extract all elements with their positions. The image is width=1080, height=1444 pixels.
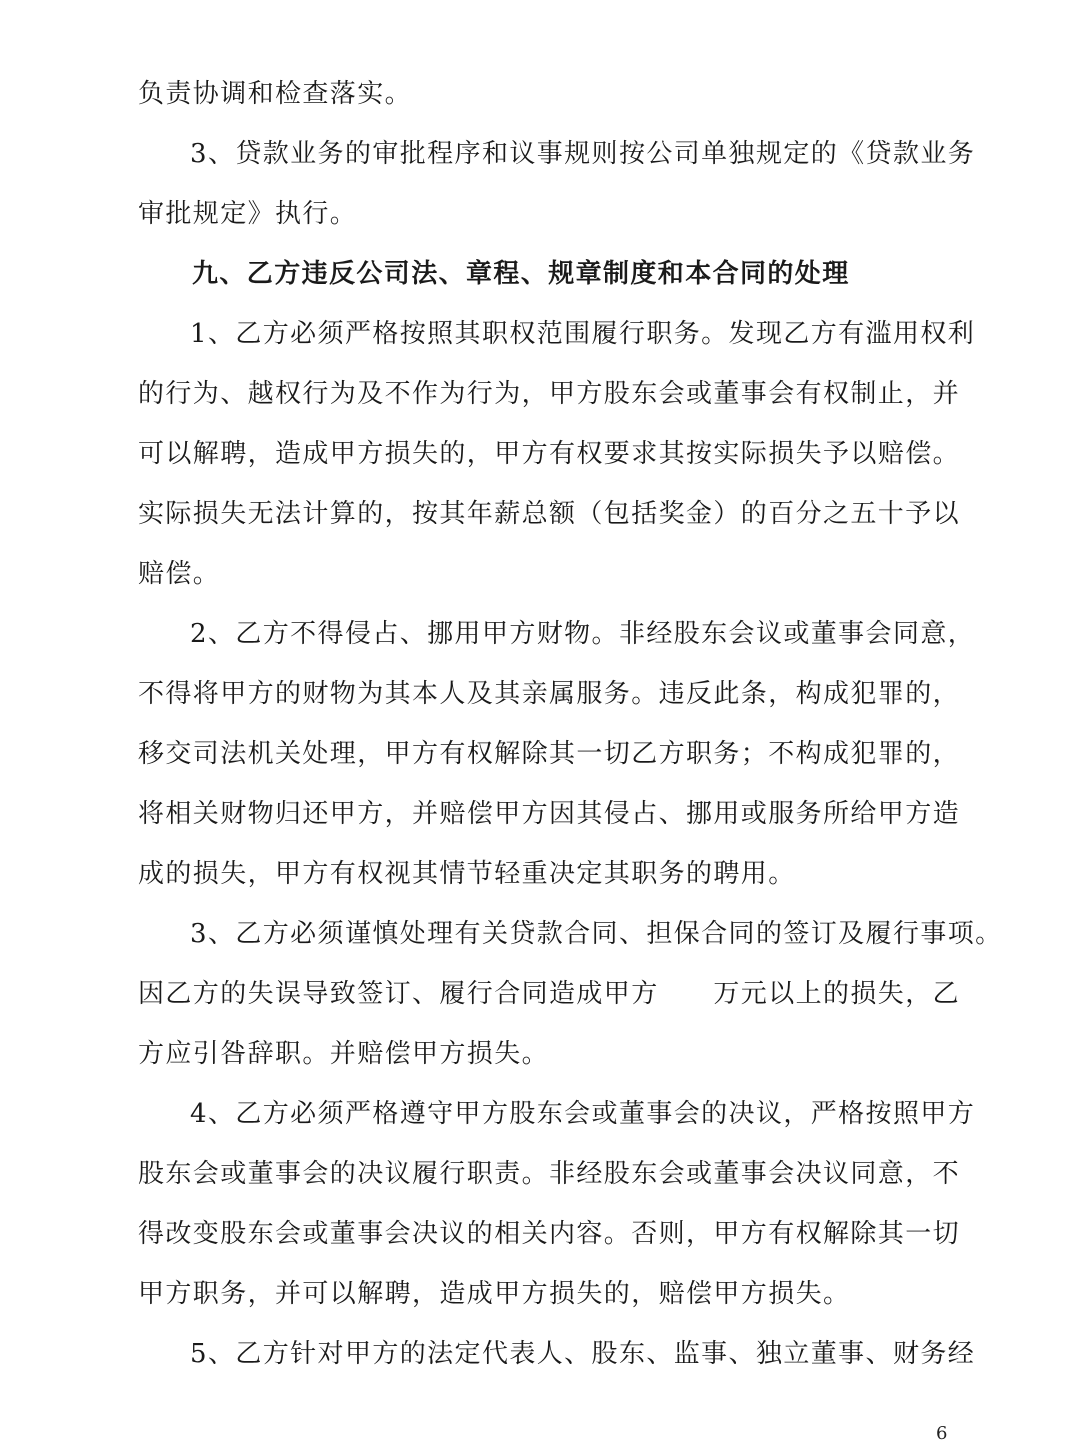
text-line: 审批规定》执行。 [138, 199, 358, 229]
section-heading: 九、乙方违反公司法、章程、规章制度和本合同的处理 [192, 259, 850, 289]
text-line: 的行为、越权行为及不作为行为，甲方股东会或董事会有权制止，并 [138, 379, 961, 409]
text-line: 因乙方的失误导致签订、履行合同造成甲方 万元以上的损失，乙 [138, 979, 961, 1009]
text-line: 3、乙方必须谨慎处理有关贷款合同、担保合同的签订及履行事项。 [190, 919, 1003, 949]
text-line: 负责协调和检查落实。 [138, 79, 413, 109]
text-line: 成的损失，甲方有权视其情节轻重决定其职务的聘用。 [138, 859, 796, 889]
text-line: 方应引咎辞职。并赔偿甲方损失。 [138, 1039, 550, 1069]
text-line: 实际损失无法计算的，按其年薪总额（包括奖金）的百分之五十予以 [138, 499, 961, 529]
text-line: 3、贷款业务的审批程序和议事规则按公司单独规定的《贷款业务 [190, 139, 976, 169]
text-line: 4、乙方必须严格遵守甲方股东会或董事会的决议，严格按照甲方 [190, 1099, 976, 1129]
text-line: 可以解聘，造成甲方损失的，甲方有权要求其按实际损失予以赔偿。 [138, 439, 961, 469]
text-line: 不得将甲方的财物为其本人及其亲属服务。违反此条，构成犯罪的， [138, 679, 961, 709]
text-line: 移交司法机关处理，甲方有权解除其一切乙方职务；不构成犯罪的， [138, 739, 961, 769]
text-line: 得改变股东会或董事会决议的相关内容。否则，甲方有权解除其一切 [138, 1219, 961, 1249]
text-line: 1、乙方必须严格按照其职权范围履行职务。发现乙方有滥用权利 [190, 319, 976, 349]
text-line: 5、乙方针对甲方的法定代表人、股东、监事、独立董事、财务经 [190, 1339, 976, 1369]
text-line: 股东会或董事会的决议履行职责。非经股东会或董事会决议同意，不 [138, 1159, 961, 1189]
page-number: 6 [936, 1423, 948, 1444]
text-line: 将相关财物归还甲方，并赔偿甲方因其侵占、挪用或服务所给甲方造 [138, 799, 961, 829]
text-line: 甲方职务，并可以解聘，造成甲方损失的，赔偿甲方损失。 [138, 1279, 851, 1309]
text-line: 赔偿。 [138, 559, 221, 589]
text-line: 2、乙方不得侵占、挪用甲方财物。非经股东会议或董事会同意， [190, 619, 976, 649]
